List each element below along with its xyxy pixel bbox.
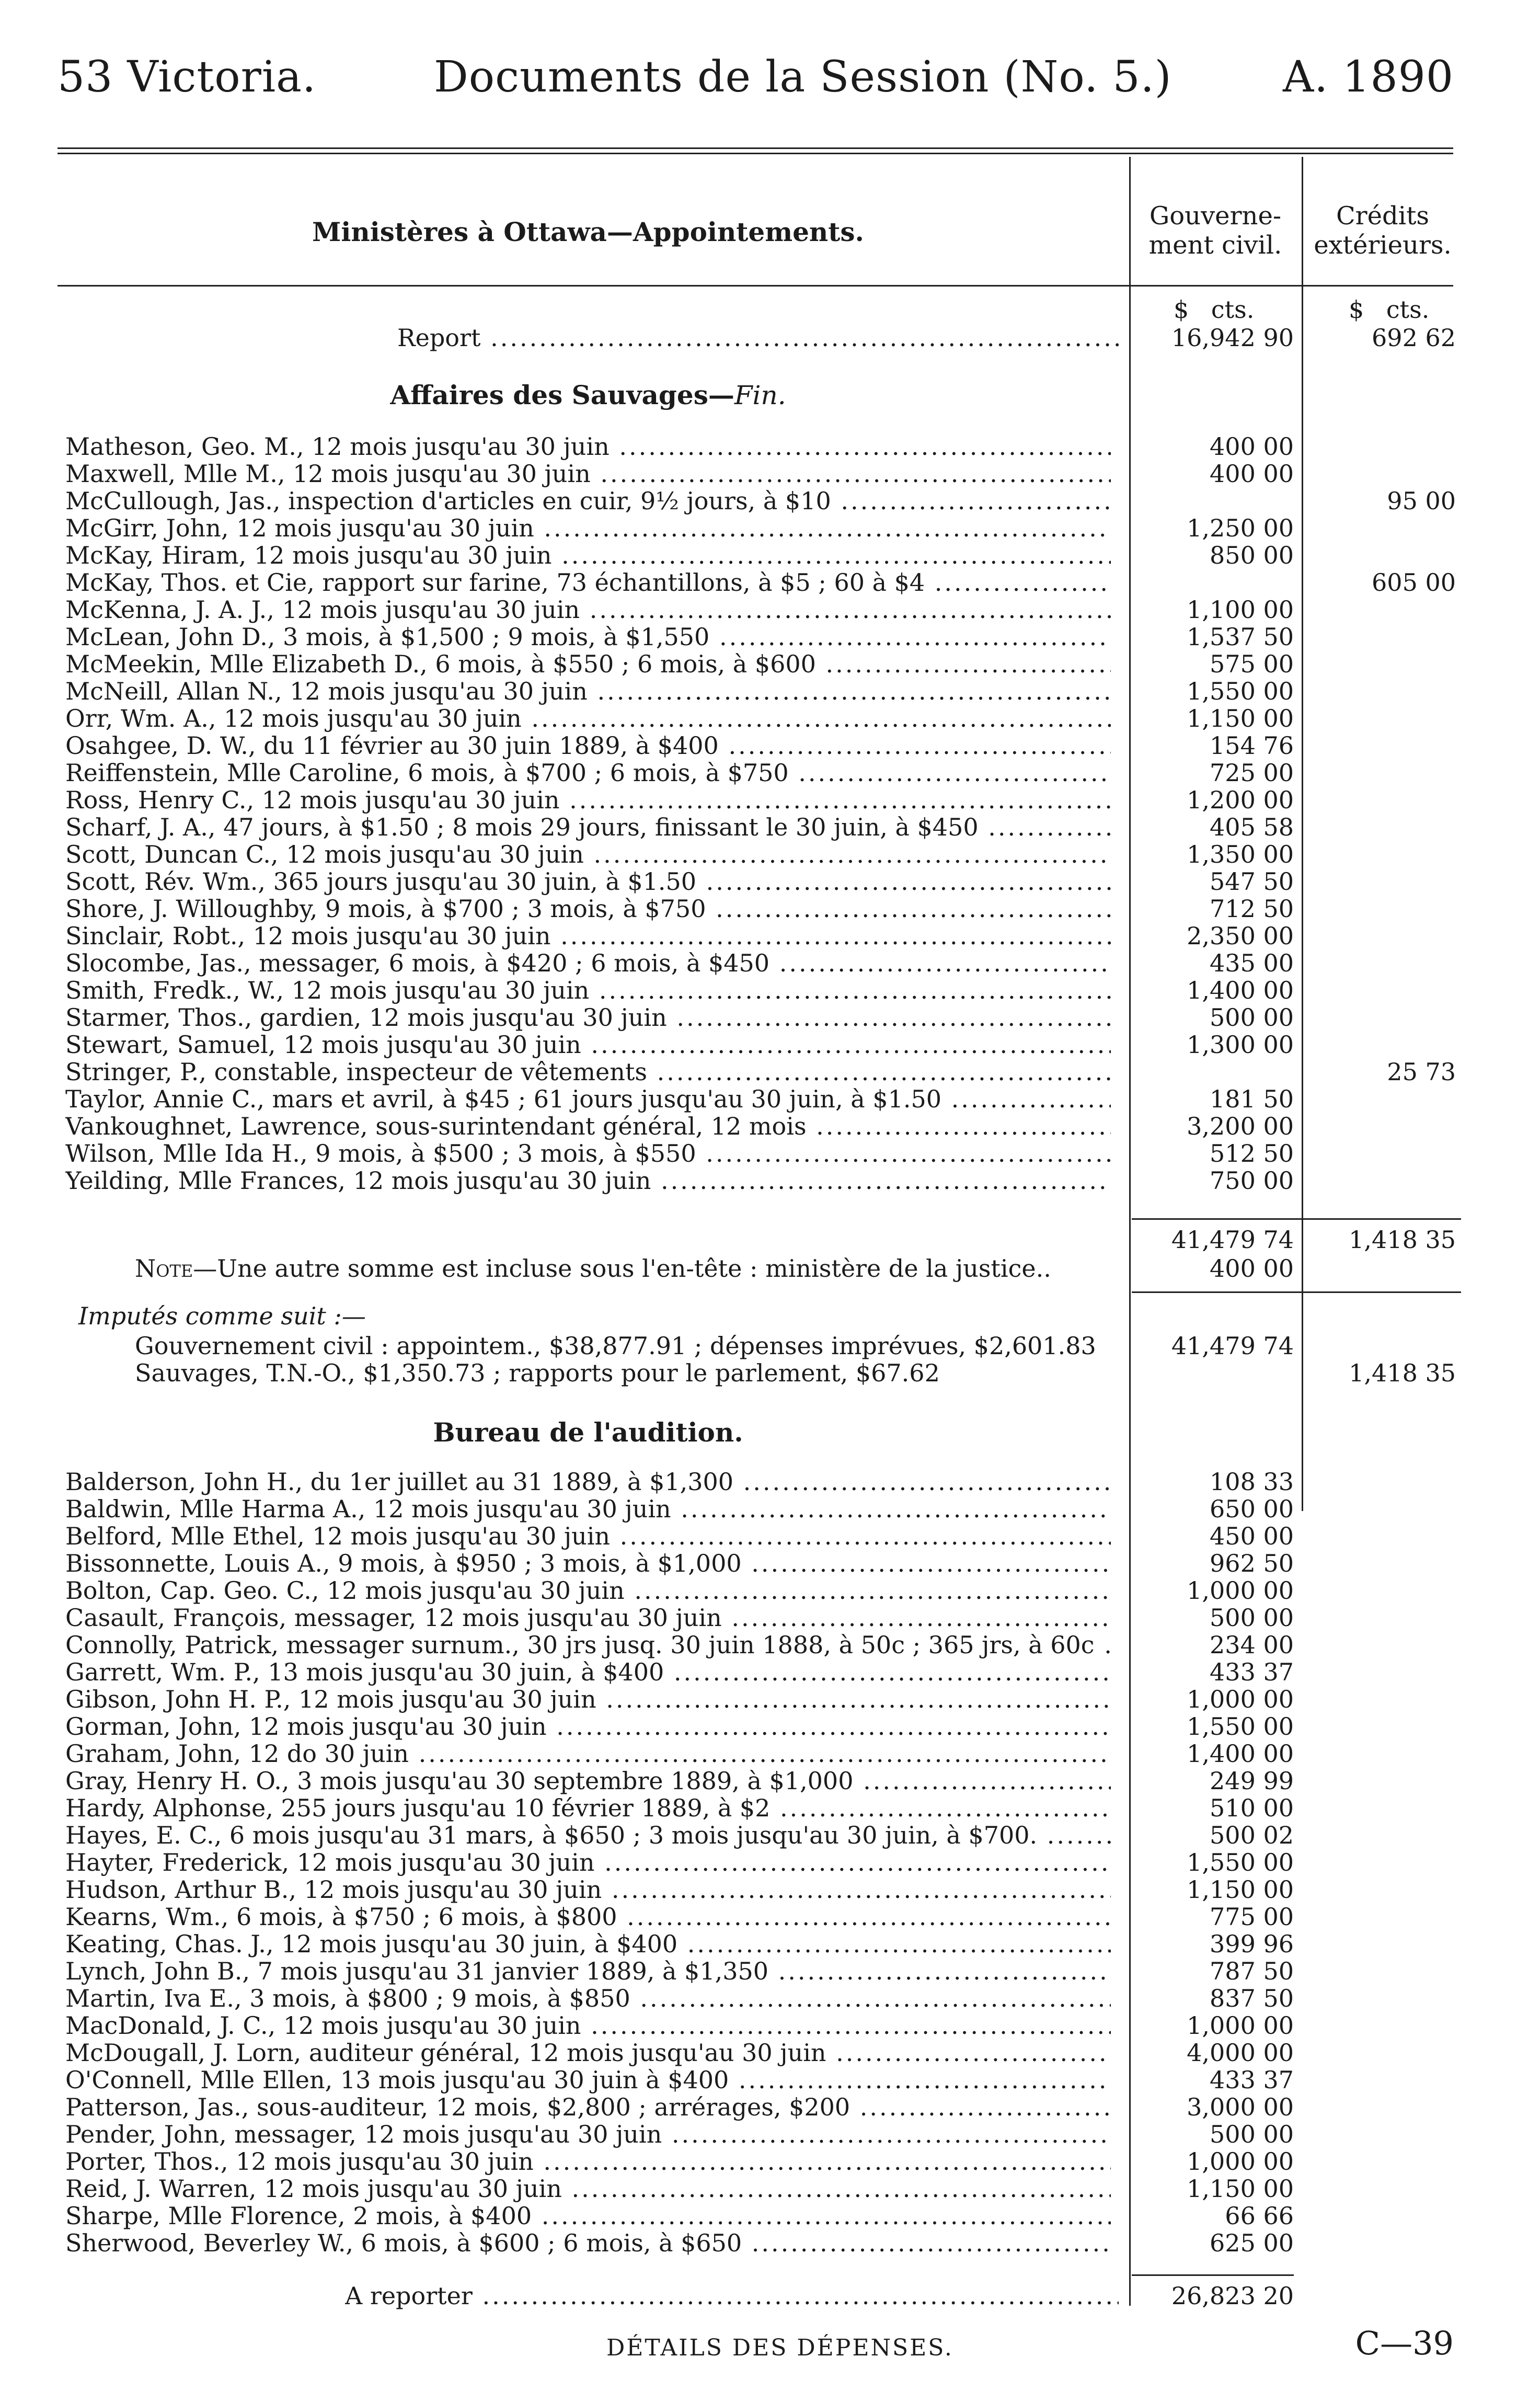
table-row [0, 1031, 1540, 1058]
row-description: Smith, Fredk., W., 12 mois jusqu'au 30 juin ..... [65, 977, 1111, 1004]
table-row [0, 786, 1540, 814]
row-description: Yeilding, Mlle Frances, 12 mois jusqu'au 30 juin ..... [65, 1167, 1111, 1194]
row-amount-gouvernement: 249 99 [1210, 1767, 1294, 1795]
table-row [0, 623, 1540, 650]
row-amount-gouvernement: 405 58 [1210, 813, 1294, 841]
row-description: Reid, J. Warren, 12 mois jusqu'au 30 juin ..... [65, 2175, 1111, 2202]
table-row [0, 2202, 1540, 2229]
row-description: Connolly, Patrick, messager surnum., 30 jrs jusq. 30 juin 1888, à 50c ; 365 jrs, à 60c ..... [65, 1631, 1111, 1658]
note-rule [1132, 1291, 1461, 1293]
table-row [0, 2093, 1540, 2121]
table-row [0, 949, 1540, 977]
row-amount-gouvernement: 1,550 00 [1187, 1712, 1294, 1741]
row-amount-gouvernement: 962 50 [1210, 1549, 1294, 1577]
row-description: Orr, Wm. A., 12 mois jusqu'au 30 juin ..... [65, 705, 1111, 732]
row-description: Wilson, Mlle Ida H., 9 mois, à $500 ; 3 mois, à $550 ..... [65, 1140, 1111, 1167]
report-label: Report ..... [397, 324, 1119, 351]
table-row [0, 922, 1540, 949]
row-amount-gouvernement: 500 00 [1210, 1003, 1294, 1032]
section1-total-col2: 1,418 35 [1349, 1226, 1456, 1254]
row-description: Scott, Duncan C., 12 mois jusqu'au 30 juin ..... [65, 841, 1111, 868]
table-row [0, 596, 1540, 623]
row-amount-gouvernement: 2,350 00 [1187, 922, 1294, 950]
row-amount-gouvernement: 1,150 00 [1187, 2175, 1294, 2203]
row-amount-gouvernement: 500 02 [1210, 1821, 1294, 1849]
row-amount-gouvernement: 1,550 00 [1187, 1848, 1294, 1876]
imputes-line1 [0, 1332, 1540, 1359]
table-row [0, 1658, 1540, 1686]
table-row [0, 705, 1540, 732]
unit-label-col2: $ cts. [1349, 295, 1430, 324]
section-affaires-sauvages [58, 380, 1119, 410]
row-amount-gouvernement: 837 50 [1210, 1984, 1294, 2012]
table-row [0, 2175, 1540, 2202]
table-row [0, 2066, 1540, 2093]
row-amount-gouvernement: 625 00 [1210, 2229, 1294, 2257]
table-row [0, 2121, 1540, 2148]
row-amount-credits: 95 00 [1387, 487, 1456, 515]
row-description: Kearns, Wm., 6 mois, à $750 ; 6 mois, à $800 ..... [65, 1903, 1111, 1930]
table-row [0, 1903, 1540, 1930]
table-row [0, 868, 1540, 895]
row-description: McLean, John D., 3 mois, à $1,500 ; 9 mois, à $1,550 ..... [65, 623, 1111, 650]
row-description: Bissonnette, Louis A., 9 mois, à $950 ; 3 mois, à $1,000 ..... [65, 1550, 1111, 1577]
imputes-line2-amount: 1,418 35 [1349, 1359, 1456, 1387]
row-amount-gouvernement: 750 00 [1210, 1166, 1294, 1195]
row-description: Slocombe, Jas., messager, 6 mois, à $420 ; 6 mois, à $450 ..... [65, 949, 1111, 977]
table-row [0, 759, 1540, 786]
row-amount-gouvernement: 1,350 00 [1187, 840, 1294, 868]
section1-total-col1: 41,479 74 [1171, 1226, 1294, 1254]
table-row [0, 2229, 1540, 2257]
row-description: Gorman, John, 12 mois jusqu'au 30 juin ..... [65, 1713, 1111, 1740]
carry-row [0, 2282, 1540, 2309]
table-row [0, 569, 1540, 596]
row-description: Ross, Henry C., 12 mois jusqu'au 30 juin ..... [65, 786, 1111, 814]
row-description: Stringer, P., constable, inspecteur de vêtements ..... [65, 1058, 1111, 1085]
row-description: Osahgee, D. W., du 11 février au 30 juin 1889, à $400 ..... [65, 732, 1111, 759]
row-description: Taylor, Annie C., mars et avril, à $45 ; 61 jours jusqu'au 30 juin, à $1.50 ..... [65, 1085, 1111, 1113]
row-description: McKay, Hiram, 12 mois jusqu'au 30 juin ..... [65, 542, 1111, 569]
table-title: Ministères à Ottawa—Appointements. [312, 216, 864, 247]
row-description: Gray, Henry H. O., 3 mois jusqu'au 30 septembre 1889, à $1,000 ..... [65, 1767, 1111, 1794]
column-header-credits-text: Crédits extérieurs. [1314, 201, 1452, 260]
row-description: McCullough, Jas., inspection d'articles en cuir, 9½ jours, à $10 ..... [65, 487, 1111, 514]
table-row [0, 1550, 1540, 1577]
table-row [0, 1140, 1540, 1167]
table-row [0, 2012, 1540, 2039]
row-description: Shore, J. Willoughby, 9 mois, à $700 ; 3 mois, à $750 ..... [65, 895, 1111, 922]
top-double-rule-1 [58, 147, 1453, 149]
table-row [0, 977, 1540, 1004]
imputes-line2 [0, 1359, 1540, 1387]
row-amount-gouvernement: 725 00 [1210, 759, 1294, 787]
row-description: Scott, Rév. Wm., 365 jours jusqu'au 30 juin, à $1.50 ..... [65, 868, 1111, 895]
report-amount-col2: 692 62 [1372, 324, 1456, 352]
table-row [0, 732, 1540, 759]
row-amount-gouvernement: 1,400 00 [1187, 976, 1294, 1004]
table-row [0, 1468, 1540, 1495]
table-row [0, 542, 1540, 569]
table-row [0, 514, 1540, 542]
row-description: Casault, François, messager, 12 mois jusqu'au 30 juin ..... [65, 1604, 1111, 1631]
note-body: —Une autre somme est incluse sous l'en-tête : ministère de la justice.. [193, 1254, 1051, 1283]
row-amount-gouvernement: 433 37 [1210, 1658, 1294, 1686]
row-description: McNeill, Allan N., 12 mois jusqu'au 30 juin ..... [65, 678, 1111, 705]
row-description: McDougall, J. Lorn, auditeur général, 12 mois jusqu'au 30 juin ..... [65, 2039, 1111, 2066]
row-description: Garrett, Wm. P., 13 mois jusqu'au 30 juin, à $400 ..... [65, 1658, 1111, 1686]
row-amount-gouvernement: 4,000 00 [1187, 2039, 1294, 2067]
note-row [0, 1255, 1540, 1282]
table-row [0, 1958, 1540, 1985]
table-row [0, 650, 1540, 678]
table-row [0, 1822, 1540, 1849]
year-label: A. 1890 [1282, 52, 1454, 102]
row-description: McKay, Thos. et Cie, rapport sur farine, 73 échantillons, à $5 ; 60 à $4 ..... [65, 569, 1111, 596]
row-description: Balderson, John H., du 1er juillet au 31 1889, à $1,300 ..... [65, 1468, 1111, 1495]
table-row [0, 1985, 1540, 2012]
column-header-gouvernement [1132, 201, 1299, 260]
row-description: Bolton, Cap. Geo. C., 12 mois jusqu'au 30 juin ..... [65, 1577, 1111, 1604]
imputes-line1-text: Gouvernement civil : appointem., $38,877.91 ; dépenses imprévues, $2,601.83 [135, 1332, 1096, 1360]
row-description: Hayter, Frederick, 12 mois jusqu'au 30 juin ..... [65, 1849, 1111, 1876]
row-description: Pender, John, messager, 12 mois jusqu'au 30 juin ..... [65, 2121, 1111, 2148]
row-amount-gouvernement: 650 00 [1210, 1495, 1294, 1523]
row-description: Stewart, Samuel, 12 mois jusqu'au 30 juin ..... [65, 1031, 1111, 1058]
table-row [0, 1495, 1540, 1523]
carry-amount: 26,823 20 [1171, 2282, 1294, 2310]
table-row [0, 1085, 1540, 1113]
imputes-line1-amount: 41,479 74 [1171, 1332, 1294, 1360]
row-description: Sherwood, Beverley W., 6 mois, à $600 ; 6 mois, à $650 ..... [65, 2229, 1111, 2257]
header-bottom-rule [58, 285, 1453, 287]
row-description: Baldwin, Mlle Harma A., 12 mois jusqu'au 30 juin ..... [65, 1495, 1111, 1523]
row-description: Matheson, Geo. M., 12 mois jusqu'au 30 juin ..... [65, 433, 1111, 460]
row-description: Sinclair, Robt., 12 mois jusqu'au 30 juin ..... [65, 922, 1111, 949]
row-description: Martin, Iva E., 3 mois, à $800 ; 9 mois, à $850 ..... [65, 1985, 1111, 2012]
row-amount-gouvernement: 433 37 [1210, 2066, 1294, 2094]
row-description: Starmer, Thos., gardien, 12 mois jusqu'au 30 juin ..... [65, 1004, 1111, 1031]
row-amount-gouvernement: 400 00 [1210, 432, 1294, 461]
row-amount-gouvernement: 181 50 [1210, 1085, 1294, 1113]
table-row [0, 1930, 1540, 1958]
table-row [0, 1058, 1540, 1085]
row-amount-gouvernement: 108 33 [1210, 1468, 1294, 1496]
row-amount-gouvernement: 154 76 [1210, 731, 1294, 760]
table-row [0, 814, 1540, 841]
table-row [0, 841, 1540, 868]
row-amount-gouvernement: 547 50 [1210, 867, 1294, 896]
document-title: Documents de la Session (No. 5.) [434, 52, 1172, 102]
row-description: O'Connell, Mlle Ellen, 13 mois jusqu'au 30 juin à $400 ..... [65, 2066, 1111, 2093]
table-row [0, 1604, 1540, 1631]
row-amount-gouvernement: 399 96 [1210, 1930, 1294, 1958]
table-row [0, 678, 1540, 705]
row-amount-gouvernement: 1,537 50 [1187, 623, 1294, 651]
table-row [0, 1577, 1540, 1604]
row-description: McGirr, John, 12 mois jusqu'au 30 juin ..... [65, 514, 1111, 542]
row-amount-gouvernement: 1,300 00 [1187, 1031, 1294, 1059]
row-amount-gouvernement: 775 00 [1210, 1903, 1294, 1931]
row-description: Vankoughnet, Lawrence, sous-surintendant général, 12 mois ..... [65, 1113, 1111, 1140]
session-label: 53 Victoria. [58, 52, 317, 102]
row-description: Scharf, J. A., 47 jours, à $1.50 ; 8 mois 29 jours, finissant le 30 juin, à $450 ..... [65, 814, 1111, 841]
row-description: MacDonald, J. C., 12 mois jusqu'au 30 juin ..... [65, 2012, 1111, 2039]
row-description: Graham, John, 12 do 30 juin ..... [65, 1740, 1111, 1767]
row-amount-gouvernement: 3,200 00 [1187, 1112, 1294, 1140]
table-row [0, 1740, 1540, 1767]
table-row [0, 433, 1540, 460]
row-amount-gouvernement: 3,000 00 [1187, 2093, 1294, 2121]
row-amount-gouvernement: 1,150 00 [1187, 704, 1294, 733]
page-number: C—39 [1355, 2324, 1454, 2362]
row-amount-gouvernement: 1,000 00 [1187, 1576, 1294, 1605]
row-description: Reiffenstein, Mlle Caroline, 6 mois, à $700 ; 6 mois, à $750 ..... [65, 759, 1111, 786]
table-row [0, 1767, 1540, 1794]
imputes-label: Imputés comme suit :— [78, 1302, 366, 1330]
column-header-credits [1304, 201, 1461, 260]
row-amount-gouvernement: 712 50 [1210, 895, 1294, 923]
row-amount-gouvernement: 575 00 [1210, 650, 1294, 678]
top-double-rule-2 [58, 153, 1453, 154]
table-row [0, 1876, 1540, 1903]
row-amount-gouvernement: 1,100 00 [1187, 596, 1294, 624]
row-amount-gouvernement: 1,000 00 [1187, 2147, 1294, 2176]
table-row [0, 1713, 1540, 1740]
table-row [0, 1686, 1540, 1713]
table-row [0, 460, 1540, 487]
imputes-line2-text: Sauvages, T.N.-O., $1,350.73 ; rapports pour le parlement, $67.62 [135, 1359, 940, 1387]
section-affaires-sauvages-suffix: Fin. [734, 380, 786, 410]
carry-label: A reporter ..... [345, 2282, 1119, 2309]
row-amount-gouvernement: 1,200 00 [1187, 786, 1294, 814]
row-description: Belford, Mlle Ethel, 12 mois jusqu'au 30 juin ..... [65, 1523, 1111, 1550]
note-amount: 400 00 [1210, 1254, 1294, 1283]
row-amount-gouvernement: 850 00 [1210, 541, 1294, 569]
row-description: Maxwell, Mlle M., 12 mois jusqu'au 30 juin ..... [65, 460, 1111, 487]
section-bureau-audition: Bureau de l'audition. [433, 1417, 743, 1448]
note-label: Note [135, 1254, 193, 1283]
row-description: Hardy, Alphonse, 255 jours jusqu'au 10 février 1889, à $2 ..... [65, 1794, 1111, 1822]
row-description: Porter, Thos., 12 mois jusqu'au 30 juin ..... [65, 2148, 1111, 2175]
row-amount-gouvernement: 500 00 [1210, 2120, 1294, 2148]
row-amount-gouvernement: 1,000 00 [1187, 1685, 1294, 1713]
unit-label-col1: $ cts. [1174, 295, 1255, 324]
row-amount-gouvernement: 1,400 00 [1187, 1740, 1294, 1768]
row-amount-gouvernement: 435 00 [1210, 949, 1294, 977]
row-amount-gouvernement: 512 50 [1210, 1139, 1294, 1168]
table-row [0, 1523, 1540, 1550]
row-description: McMeekin, Mlle Elizabeth D., 6 mois, à $550 ; 6 mois, à $600 ..... [65, 650, 1111, 678]
section1-total-row [0, 1226, 1540, 1253]
row-description: McKenna, J. A. J., 12 mois jusqu'au 30 juin ..... [65, 596, 1111, 623]
row-amount-gouvernement: 450 00 [1210, 1522, 1294, 1550]
column-header-gouvernement-text: Gouverne- ment civil. [1148, 201, 1282, 260]
table-row [0, 1004, 1540, 1031]
row-amount-credits: 605 00 [1372, 568, 1456, 597]
note-text [135, 1255, 1051, 1282]
table-row [0, 1631, 1540, 1658]
row-description: Keating, Chas. J., 12 mois jusqu'au 30 juin, à $400 ..... [65, 1930, 1111, 1958]
row-description: Hayes, E. C., 6 mois jusqu'au 31 mars, à $650 ; 3 mois jusqu'au 30 juin, à $700. ..... [65, 1822, 1111, 1849]
section-affaires-sauvages-title: Affaires des Sauvages— [390, 380, 734, 410]
row-amount-gouvernement: 234 00 [1210, 1631, 1294, 1659]
table-row [0, 2039, 1540, 2066]
table-row [0, 487, 1540, 514]
row-amount-credits: 25 73 [1387, 1058, 1456, 1086]
row-amount-gouvernement: 1,250 00 [1187, 514, 1294, 542]
row-amount-gouvernement: 66 66 [1225, 2202, 1294, 2230]
row-amount-gouvernement: 500 00 [1210, 1604, 1294, 1632]
row-amount-gouvernement: 1,000 00 [1187, 2011, 1294, 2040]
table-row [0, 1167, 1540, 1194]
table-row [0, 2148, 1540, 2175]
table-row [0, 895, 1540, 922]
table-row [0, 1849, 1540, 1876]
row-amount-gouvernement: 1,150 00 [1187, 1875, 1294, 1904]
row-description: Lynch, John B., 7 mois jusqu'au 31 janvier 1889, à $1,350 ..... [65, 1958, 1111, 1985]
table-row [0, 1794, 1540, 1822]
row-amount-gouvernement: 510 00 [1210, 1794, 1294, 1822]
row-description: Sharpe, Mlle Florence, 2 mois, à $400 ..... [65, 2202, 1111, 2229]
footer-title: DÉTAILS DES DÉPENSES. [606, 2335, 953, 2361]
row-amount-gouvernement: 787 50 [1210, 1957, 1294, 1985]
table-row [0, 1113, 1540, 1140]
carry-rule [1132, 2274, 1294, 2276]
row-amount-gouvernement: 1,550 00 [1187, 677, 1294, 705]
report-amount-col1: 16,942 90 [1171, 324, 1294, 352]
section1-total-rule [1132, 1218, 1461, 1220]
row-description: Hudson, Arthur B., 12 mois jusqu'au 30 juin ..... [65, 1876, 1111, 1903]
row-description: Patterson, Jas., sous-auditeur, 12 mois, $2,800 ; arrérages, $200 ..... [65, 2093, 1111, 2121]
row-amount-gouvernement: 400 00 [1210, 460, 1294, 488]
report-row [0, 324, 1540, 351]
row-description: Gibson, John H. P., 12 mois jusqu'au 30 juin ..... [65, 1686, 1111, 1713]
